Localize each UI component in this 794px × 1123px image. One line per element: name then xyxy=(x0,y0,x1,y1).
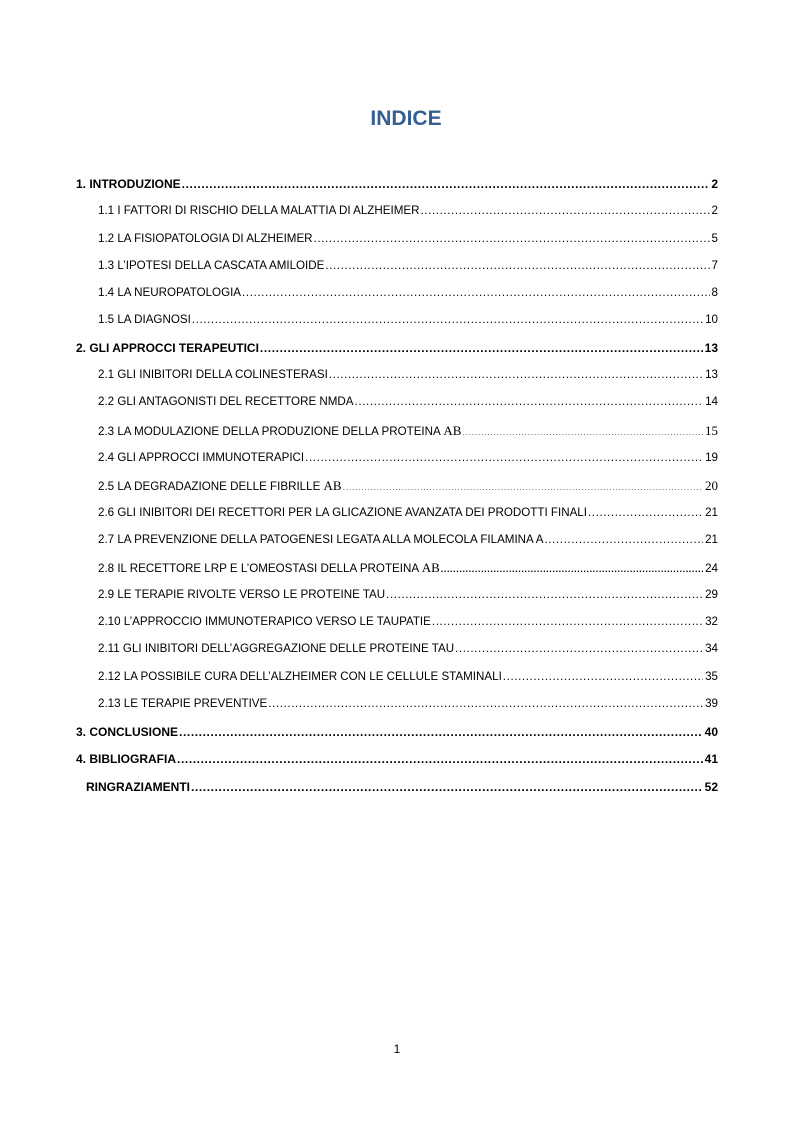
toc-entry-neuropatologia[interactable] xyxy=(98,286,718,304)
toc-entry-label: 2.9 LE TERAPIE RIVOLTE VERSO LE PROTEINE TAU xyxy=(98,588,386,601)
toc-entry-label-text: 2.8 IL RECETTORE LRP E L’OMEOSTASI DELLA PROTEINA xyxy=(98,562,419,575)
toc-entry-ringraziamenti[interactable] xyxy=(86,780,718,798)
toc-entry-label: 1. INTRODUZIONE xyxy=(76,177,181,191)
toc-leader-dots xyxy=(544,533,703,546)
toc-entry-terapie-preventive[interactable] xyxy=(98,697,718,715)
toc-entry-colinesterasi[interactable] xyxy=(98,368,718,386)
toc-entry-page: 34 xyxy=(705,642,718,655)
toc-entry-immunoterapici[interactable] xyxy=(98,451,718,469)
toc-entry-aggregazione-tau[interactable] xyxy=(98,642,718,660)
toc-leader-dots xyxy=(242,286,710,299)
toc-entry-page: 13 xyxy=(704,341,718,355)
toc-leader-dots xyxy=(305,451,703,464)
toc-entry-label-suffix: AB xyxy=(323,478,342,493)
toc-entry-filamina-a[interactable] xyxy=(98,533,718,551)
toc-entry-label: 2.2 GLI ANTAGONISTI DEL RECETTORE NMDA xyxy=(98,395,354,408)
toc-entry-label: 2. GLI APPROCCI TERAPEUTICI xyxy=(76,341,259,355)
toc-entry-page: 24 xyxy=(705,562,718,575)
toc-entry-page: 21 xyxy=(705,533,718,546)
toc-entry-label-suffix: AB xyxy=(443,423,462,438)
toc-leader-dots xyxy=(191,780,703,794)
toc-entry-conclusione[interactable] xyxy=(76,725,718,743)
toc-entry-page: 7 xyxy=(711,259,718,272)
toc-entry-nmda[interactable] xyxy=(98,395,718,413)
toc-entry-page: 8 xyxy=(711,286,718,299)
toc-leader-dots xyxy=(420,204,709,217)
toc-entry-label: 1.5 LA DIAGNOSI xyxy=(98,313,191,326)
toc-entry-label-text: 2.3 LA MODULAZIONE DELLA PRODUZIONE DELLA PROTEINA xyxy=(98,425,441,438)
toc-leader-dots xyxy=(177,752,703,766)
toc-entry-label: 2.4 GLI APPROCCI IMMUNOTERAPICI xyxy=(98,451,305,464)
toc-entry-approcci-terapeutici[interactable] xyxy=(76,341,718,359)
toc-entry-page: 35 xyxy=(705,670,718,683)
toc-leader-dots xyxy=(432,615,703,628)
toc-entry-page: 2 xyxy=(711,177,718,191)
toc-leader-dots xyxy=(343,482,703,492)
toc-entry-label: 1.2 LA FISIOPATOLOGIA DI ALZHEIMER xyxy=(98,232,313,245)
toc-entry-page: 41 xyxy=(704,752,718,766)
toc-entry-page: 2 xyxy=(711,204,718,217)
toc-entry-label: 3. CONCLUSIONE xyxy=(76,725,179,739)
toc-entry-page: 5 xyxy=(711,232,718,245)
toc-entry-degradazione-fibrille[interactable] xyxy=(98,478,718,496)
toc-entry-page: 29 xyxy=(705,588,718,601)
toc-leader-dots xyxy=(455,642,703,655)
toc-leader-dots xyxy=(355,395,704,408)
toc-entry-recettore-lrp[interactable] xyxy=(98,560,718,578)
toc-entry-label: 2.12 LA POSSIBILE CURA DELL’ALZHEIMER CON LE CELLULE STAMINALI xyxy=(98,670,502,683)
toc-leader-dots xyxy=(325,259,709,272)
toc-leader-dots xyxy=(314,232,710,245)
toc-entry-label: 4. BIBLIOGRAFIA xyxy=(76,752,177,766)
toc-entry-bibliografia[interactable] xyxy=(76,752,718,770)
toc-entry-terapie-tau[interactable] xyxy=(98,588,718,606)
toc-entry-label: 2.6 GLI INIBITORI DEI RECETTORI PER LA GLICAZIONE AVANZATA DEI PRODOTTI FINALI xyxy=(98,506,587,519)
toc-leader-dots xyxy=(268,697,703,710)
toc-entry-page: 40 xyxy=(704,725,718,739)
toc-entry-label: 2.11 GLI INIBITORI DELL’AGGREGAZIONE DELLE PROTEINE TAU xyxy=(98,642,455,655)
toc-entry-glicazione-avanzata[interactable] xyxy=(98,506,718,524)
toc-entry-label xyxy=(98,423,461,439)
toc-entry-page: 15 xyxy=(705,423,718,438)
toc-entry-label-text: 2.5 LA DEGRADAZIONE DELLE FIBRILLE xyxy=(98,480,321,493)
toc-entry-label xyxy=(98,560,440,576)
toc-entry-page: 21 xyxy=(705,506,718,519)
toc-entry-fisiopatologia[interactable] xyxy=(98,232,718,250)
toc-entry-label: RINGRAZIAMENTI xyxy=(86,780,190,794)
toc-leader-dots xyxy=(503,670,703,683)
toc-entry-label xyxy=(98,478,342,494)
toc-entry-page: 19 xyxy=(705,451,718,464)
toc-entry-cellule-staminali[interactable] xyxy=(98,670,718,688)
toc-entry-page: 13 xyxy=(705,368,718,381)
toc-entry-label: 2.10 L’APPROCCIO IMMUNOTERAPICO VERSO LE TAUPATIE xyxy=(98,615,431,628)
toc-entry-page: 10 xyxy=(705,313,718,326)
toc-entry-label: 1.1 I FATTORI DI RISCHIO DELLA MALATTIA DI ALZHEIMER xyxy=(98,204,420,217)
toc-entry-taupatie[interactable] xyxy=(98,615,718,633)
toc-entry-label: 1.4 LA NEUROPATOLOGIA xyxy=(98,286,242,299)
toc-leader-dots xyxy=(441,564,703,574)
toc-leader-dots xyxy=(179,725,703,739)
toc-leader-dots xyxy=(462,427,703,437)
toc-leader-dots xyxy=(386,588,703,601)
toc-entry-label-suffix: AB xyxy=(421,560,440,575)
toc-entry-label: 2.7 LA PREVENZIONE DELLA PATOGENESI LEGATA ALLA MOLECOLA FILAMINA A xyxy=(98,533,544,546)
toc-entry-label: 1.3 L’IPOTESI DELLA CASCATA AMILOIDE xyxy=(98,259,325,272)
toc-entry-page: 14 xyxy=(705,395,718,408)
toc-entry-fattori-rischio[interactable] xyxy=(98,204,718,222)
toc-entry-page: 39 xyxy=(705,697,718,710)
toc-leader-dots xyxy=(260,341,703,355)
page-title: INDICE xyxy=(370,107,442,130)
page-number: 1 xyxy=(393,1042,401,1056)
toc-leader-dots xyxy=(329,368,703,381)
toc-leader-dots xyxy=(182,177,710,191)
toc-entry-cascata-amiloide[interactable] xyxy=(98,259,718,277)
toc-leader-dots xyxy=(588,506,703,519)
toc-entry-label: 2.13 LE TERAPIE PREVENTIVE xyxy=(98,697,268,710)
toc-entry-page: 20 xyxy=(705,478,718,493)
toc-entry-diagnosi[interactable] xyxy=(98,313,718,331)
toc-entry-modulazione-ab[interactable] xyxy=(98,423,718,441)
toc-entry-page: 52 xyxy=(704,780,718,794)
toc-leader-dots xyxy=(192,313,703,326)
toc-entry-page: 32 xyxy=(705,615,718,628)
toc-entry-introduzione[interactable] xyxy=(76,177,718,195)
toc-entry-label: 2.1 GLI INIBITORI DELLA COLINESTERASI xyxy=(98,368,328,381)
